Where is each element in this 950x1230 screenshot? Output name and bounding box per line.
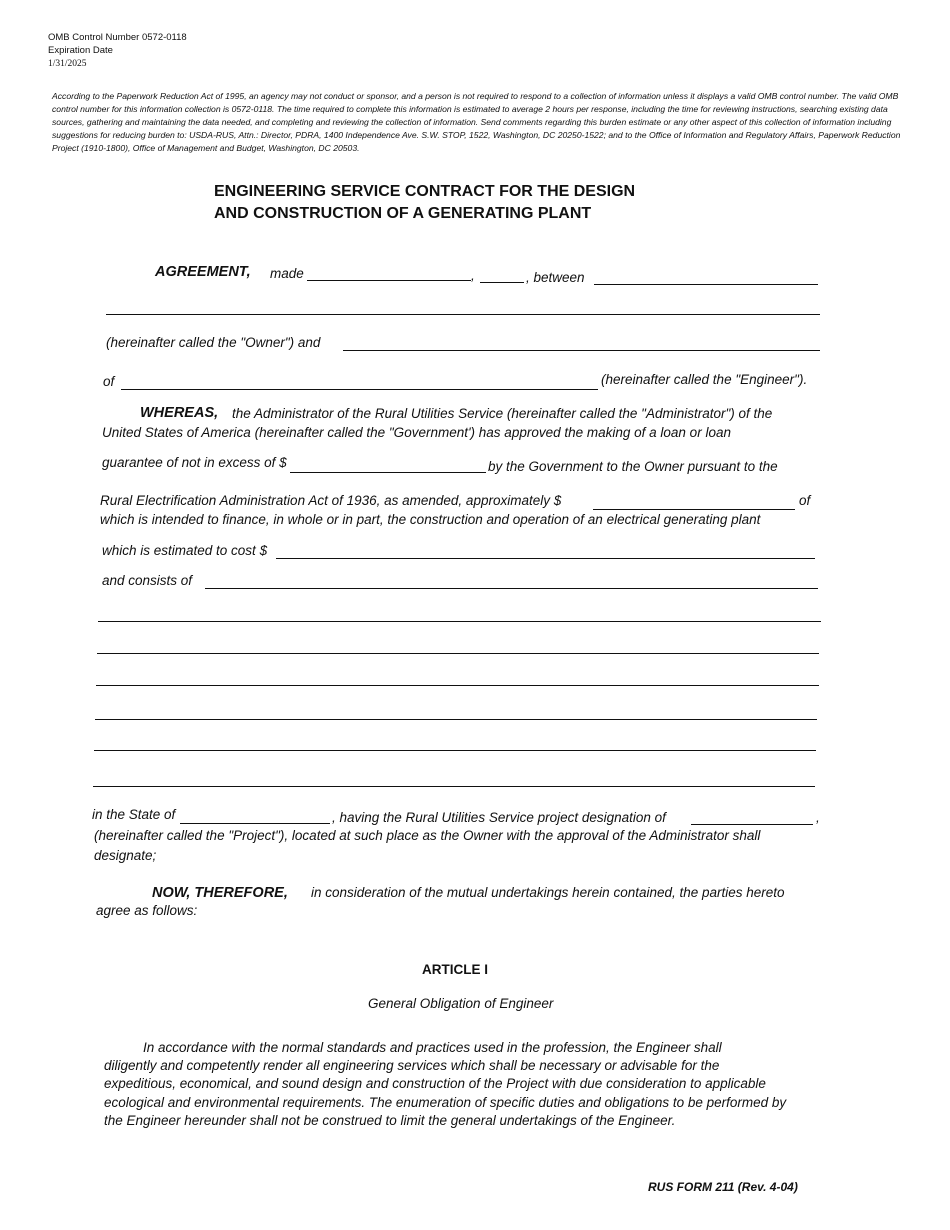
form-title-line1: ENGINEERING SERVICE CONTRACT FOR THE DESIGN	[214, 183, 636, 200]
plant-description-line-6[interactable]	[94, 736, 816, 751]
engineer-label: (hereinafter called the "Engineer").	[601, 372, 808, 387]
article-paragraph-line3: expeditious, economical, and sound design and construction of the Project with due consideration to applicable	[104, 1076, 766, 1091]
article-paragraph-line5: the Engineer hereunder shall not be construed to limit the general undertakings of the Engineer.	[104, 1113, 676, 1128]
estimated-cost-field[interactable]	[276, 544, 815, 559]
consists-of-label: and consists of	[102, 573, 193, 588]
article-subheading: General Obligation of Engineer	[368, 996, 554, 1011]
form-number: RUS FORM 211 (Rev. 4-04)	[648, 1180, 798, 1194]
between-label: , between	[526, 270, 585, 285]
paperwork-notice: According to the Paperwork Reduction Act of 1995, an agency may not conduct or sponsor, and a person is not required to respond to a collection of information unless it displays a valid OMB control number. The valid OMB control number for this information collection is 0572-0118. The time required to complete this information is estimated to average 2 hours per response, including the time for reviewing instructions, searching existing data sources, gathering and maintaining the data needed, and completing and reviewing the collection of information. Send comments regarding this burden estimate or any other aspect of this collection of information including suggestions for reducing burden to: USDA-RUS, Attn.: Director, PDRA, 1400 Independence Ave. S.W. STOP, 1522, Washington, DC 20250-1522; and to the Office of Information and Regulatory Affairs, Paperwork Reduction Project (1910-1800), Office of Management and Budget, Washington, DC 20503.	[52, 91, 901, 153]
engineer-address-field[interactable]	[121, 375, 598, 390]
omb-control-number: OMB Control Number 0572-0118	[48, 32, 187, 43]
guarantee-label: guarantee of not in excess of $	[102, 455, 287, 470]
consideration-line: in consideration of the mutual undertakings herein contained, the parties hereto	[311, 885, 785, 900]
plant-description-line-4[interactable]	[96, 671, 819, 686]
owner-label: (hereinafter called the "Owner") and	[106, 335, 321, 350]
designate-line: designate;	[94, 848, 157, 863]
date-comma: ,	[471, 268, 475, 283]
designation-label: , having the Rural Utilities Service project designation of	[332, 810, 666, 825]
agreement-year-field[interactable]	[480, 268, 524, 283]
agree-line: agree as follows:	[96, 903, 198, 918]
article-paragraph-line2: diligently and competently render all engineering services which shall be necessary or advisable for the	[104, 1058, 720, 1073]
whereas-line2: United States of America (hereinafter called the "Government') has approved the making of a loan or loan	[102, 425, 731, 440]
of-label: of	[103, 374, 115, 389]
agreement-date-field[interactable]	[307, 266, 471, 281]
article-paragraph-line1: In accordance with the normal standards and practices used in the profession, the Engineer shall	[143, 1040, 722, 1055]
approximate-amount-field[interactable]	[593, 495, 795, 510]
plant-description-line-7[interactable]	[93, 772, 815, 787]
plant-description-line-5[interactable]	[95, 705, 817, 720]
article-paragraph-line4: ecological and environmental requirements. The enumeration of specific duties and obligations to be performed by	[104, 1095, 787, 1110]
plant-description-line-2[interactable]	[98, 607, 821, 622]
engineer-name-field[interactable]	[343, 336, 820, 351]
finance-line: which is intended to finance, in whole or in part, the construction and operation of an electrical generating plant	[100, 512, 761, 527]
article-heading: ARTICLE I	[422, 962, 488, 977]
project-line: (hereinafter called the "Project"), located at such place as the Owner with the approval of the Administrator shall	[94, 828, 761, 843]
by-government-label: by the Government to the Owner pursuant to the	[488, 459, 778, 474]
owner-name-continued-field[interactable]	[106, 300, 820, 315]
project-designation-field[interactable]	[691, 810, 813, 825]
whereas-keyword: WHEREAS,	[140, 405, 219, 421]
expiration-date: 1/31/2025	[48, 59, 87, 69]
whereas-line1: the Administrator of the Rural Utilities Service (hereinafter called the "Administrator") of the	[232, 406, 773, 421]
expiration-label: Expiration Date	[48, 45, 113, 56]
of-amount-label: of	[799, 493, 811, 508]
now-therefore-keyword: NOW, THEREFORE,	[152, 885, 288, 901]
owner-name-field[interactable]	[594, 270, 818, 285]
made-label: made	[270, 266, 304, 281]
rea-act-label: Rural Electrification Administration Act of 1936, as amended, approximately $	[100, 493, 562, 508]
plant-description-line-3[interactable]	[97, 639, 819, 654]
designation-comma: ,	[816, 810, 820, 825]
state-label: in the State of	[92, 807, 176, 822]
estimated-cost-label: which is estimated to cost $	[102, 543, 268, 558]
form-title-line2: AND CONSTRUCTION OF A GENERATING PLANT	[214, 205, 592, 222]
agreement-keyword: AGREEMENT,	[155, 264, 251, 280]
plant-description-field[interactable]	[205, 574, 818, 589]
state-field[interactable]	[180, 809, 330, 824]
loan-amount-field[interactable]	[290, 458, 486, 473]
